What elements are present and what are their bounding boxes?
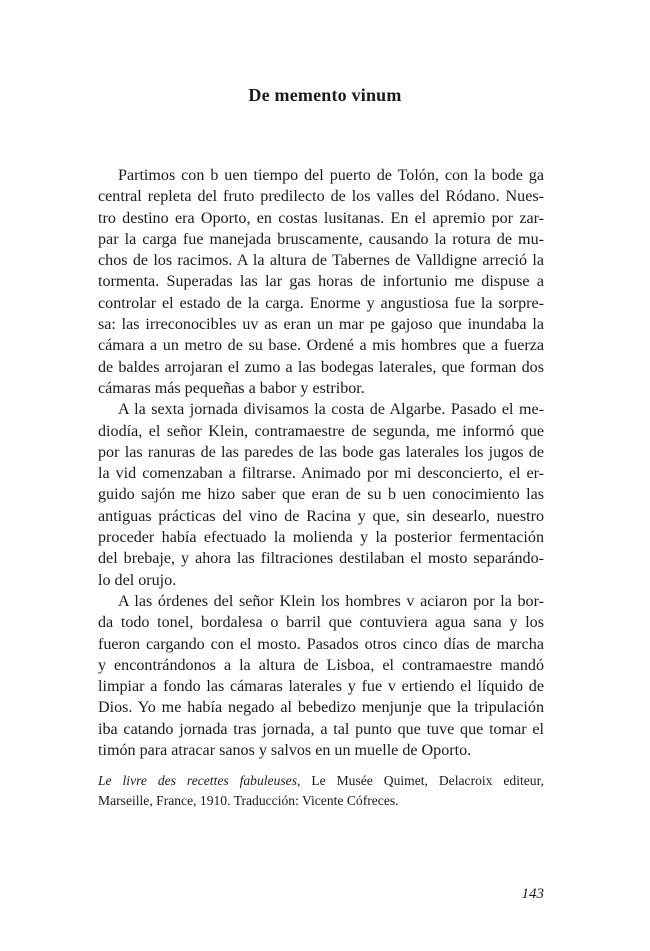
text-line: A las órdenes del señor Klein los hombres v aciaron por la bor- xyxy=(118,592,544,610)
text-line: A la sexta jornada divisamos la costa de Algarbe. Pasado el me- xyxy=(118,401,544,419)
source-publisher: , Le Musée Quimet, Delacroix editeur, xyxy=(297,773,544,788)
text-line: del brebaje, y ahora las filtraciones destilaban el mosto separándo- xyxy=(98,550,544,568)
text-line: da todo tonel, bordalesa o barril que contuviera agua sana y los xyxy=(98,614,544,632)
text-line: cámaras más pequeñas a babor y estribor. xyxy=(98,379,365,397)
text-line: limpiar a fondo las cámaras laterales y fue v ertiendo el líquido de xyxy=(98,678,544,696)
text-line: timón para atracar sanos y salvos en un muelle de Oporto. xyxy=(98,742,472,760)
text-line: fueron cargando con el mosto. Pasados otros cinco días de marcha xyxy=(98,635,544,653)
paragraph xyxy=(98,399,544,591)
text-line: cámara a un metro de su base. Ordené a mis hombres que a fuerza xyxy=(98,337,544,355)
text-line: lo del orujo. xyxy=(98,571,177,589)
text-line: antiguas prácticas del vino de Racina y que, sin desearlo, nuestro xyxy=(98,507,544,525)
paragraph xyxy=(98,165,544,399)
source-citation xyxy=(98,771,544,810)
text-line: y encontrándonos a la altura de Lisboa, el contramaestre mandó xyxy=(98,656,544,674)
source-line-2: Marseille, France, 1910. Traducción: Vicente Cófreces. xyxy=(98,792,399,808)
text-line: proceder había efectuado la molienda y la posterior fermentación xyxy=(98,529,544,547)
text-line: diodía, el señor Klein, contramaestre de segunda, me informó que xyxy=(98,422,544,440)
text-line: par la carga fue manejada bruscamente, causando la rotura de mu- xyxy=(98,230,544,248)
source-book-title: Le livre des recettes fabuleuses xyxy=(98,773,297,788)
text-line: de baldes arrojaran el zumo a las bodegas laterales, que forman dos xyxy=(98,358,544,376)
text-line: por las ranuras de las paredes de las bode gas laterales los jugos de xyxy=(98,443,544,461)
text-line: iba catando jornada tras jornada, a tal punto que tuve que tomar el xyxy=(98,720,544,738)
page-number: 143 xyxy=(521,886,544,902)
text-line: sa: las irreconocibles uv as eran un mar pe gajoso que inundaba la xyxy=(98,316,544,334)
text-line: tormenta. Superadas las lar gas horas de infortunio me dispuse a xyxy=(98,273,544,291)
source-line-1 xyxy=(98,771,544,791)
text-line: central repleta del fruto predilecto de los valles del Ródano. Nues- xyxy=(98,188,544,206)
text-line: Dios. Yo me había negado al bebedizo menjunje que la tripulación xyxy=(98,699,544,717)
text-line: guido sajón me hizo saber que eran de su b uen conocimiento las xyxy=(98,486,544,504)
text-line: chos de los racimos. A la altura de Tabernes de Valldigne arreció la xyxy=(98,252,544,270)
text-line: controlar el estado de la carga. Enorme y angustiosa fue la sorpre- xyxy=(98,294,544,312)
text-line: Partimos con b uen tiempo del puerto de Tolón, con la bode ga xyxy=(118,167,544,184)
chapter-title: De memento vinum xyxy=(248,85,402,105)
story-text xyxy=(98,165,544,761)
paragraph xyxy=(98,591,544,761)
text-line: tro destino era Oporto, en costas lusitanas. En el apremio por zar- xyxy=(98,209,544,227)
text-line: la vid comenzaban a filtrarse. Animado por mi desconcierto, el er- xyxy=(98,465,544,483)
